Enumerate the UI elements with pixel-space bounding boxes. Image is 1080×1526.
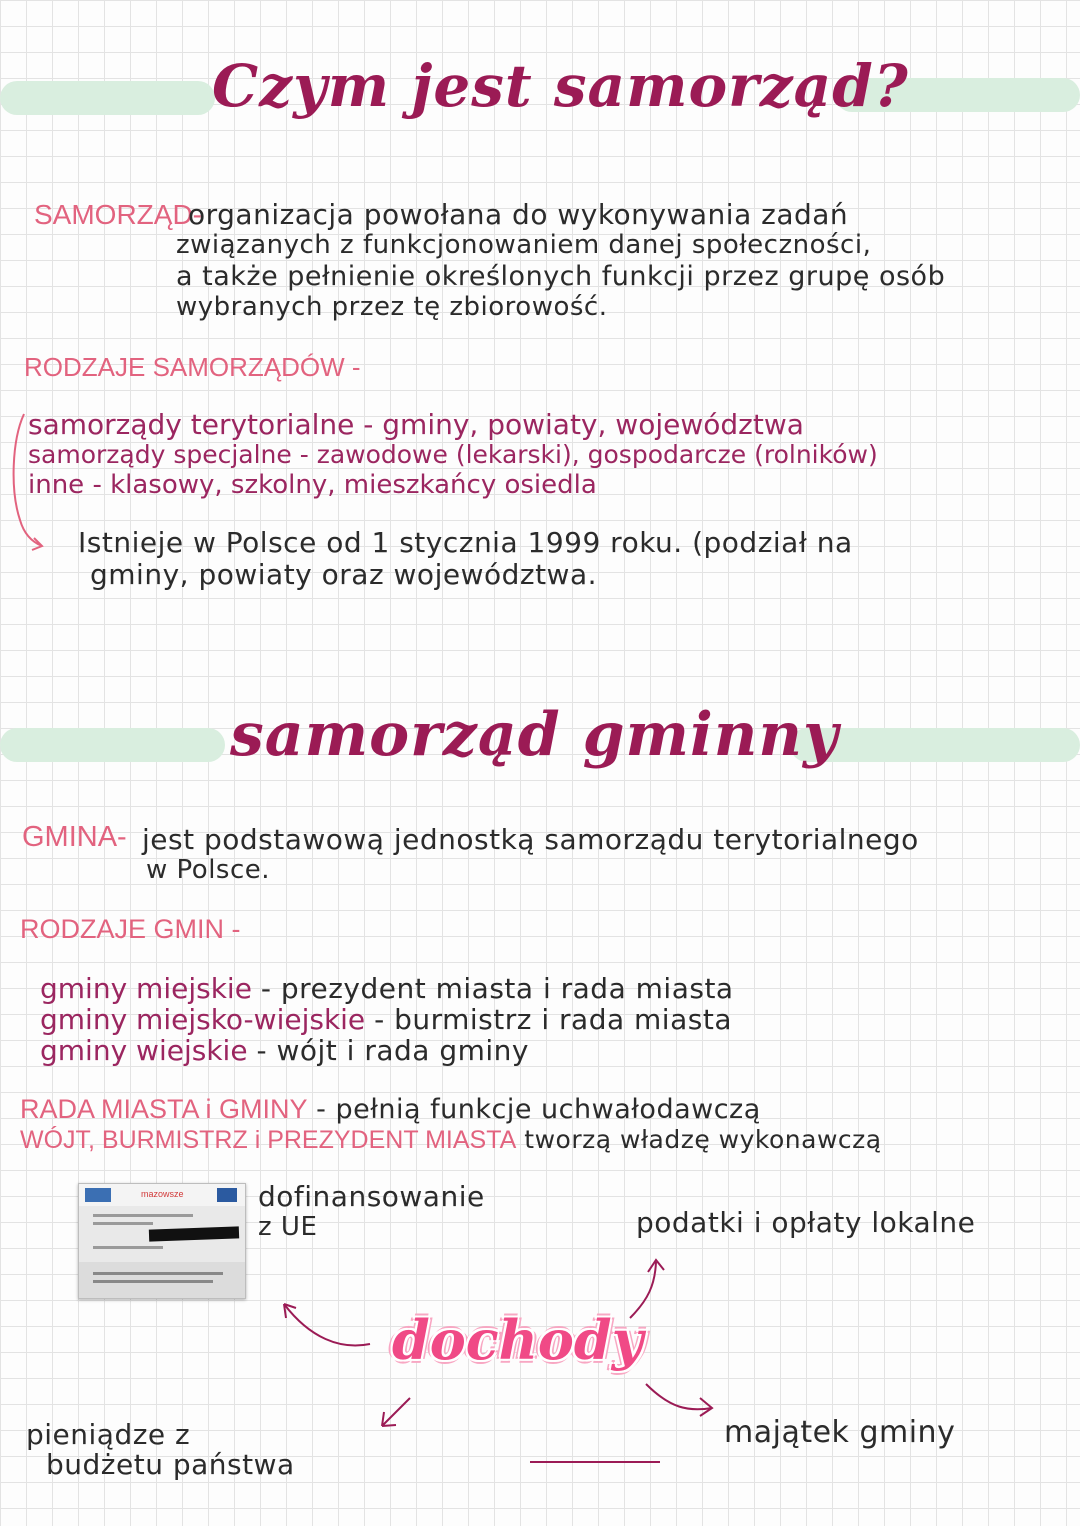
- power-desc: tworzą władzę wykonawczą: [524, 1125, 882, 1154]
- gmina-type-desc: - burmistrz i rada miasta: [374, 1003, 732, 1036]
- history-note-line: Istnieje w Polsce od 1 stycznia 1999 roku. (podział na: [78, 526, 853, 559]
- gmina-term: GMINA-: [22, 821, 127, 853]
- branch-state-line: pieniądze z: [26, 1418, 191, 1451]
- gmina-type: [40, 1005, 732, 1035]
- power-line: [20, 1125, 882, 1155]
- gmina-type-term: gminy miejsko-wiejskie: [40, 1003, 366, 1036]
- history-note-line: gminy, powiaty oraz województwa.: [90, 558, 598, 591]
- title-banner-left: [0, 81, 215, 115]
- branch-taxes: podatki i opłaty lokalne: [636, 1206, 976, 1239]
- gmina-type-term: gminy miejskie: [40, 972, 252, 1005]
- page-title: Czym jest samorząd?: [212, 52, 909, 120]
- mindmap-center: dochody: [392, 1308, 644, 1372]
- arrow-up-left-icon: [284, 1304, 370, 1345]
- section-title: samorząd gminny: [230, 700, 839, 770]
- samorzad-term: SAMORZĄD-: [34, 199, 202, 230]
- title-banner-left: [0, 728, 225, 762]
- gmina-type: [40, 1036, 529, 1066]
- samorzad-type: samorządy specjalne - zawodowe (lekarski), gospodarcze (rolników): [28, 440, 878, 469]
- photo-logo-text: mazowsze: [141, 1189, 184, 1199]
- samorzad-type: inne - klasowy, szkolny, mieszkańcy osiedla: [28, 470, 597, 500]
- samorzad-def-line: organizacja powołana do wykonywania zadań: [188, 198, 849, 231]
- arrow-up-right-icon: [630, 1262, 656, 1318]
- power-line: [20, 1094, 761, 1125]
- gmina-type: [40, 974, 734, 1004]
- arrow-right-icon: [646, 1384, 712, 1409]
- power-term: RADA MIASTA i GMINY: [20, 1094, 308, 1124]
- branch-eu-line: dofinansowanie: [258, 1180, 485, 1213]
- rodzaje-samorzadow-heading: RODZAJE SAMORZĄDÓW -: [24, 352, 361, 382]
- samorzad-def-line: a także pełnienie określonych funkcji przez grupę osób: [176, 261, 946, 292]
- power-term: WÓJT, BURMISTRZ i PREZYDENT MIASTA: [20, 1126, 517, 1154]
- gmina-def-line: jest podstawową jednostką samorządu terytorialnego: [142, 823, 919, 856]
- branch-property: majątek gminy: [724, 1415, 956, 1450]
- samorzad-def-line: wybranych przez tę zbiorowość.: [176, 292, 608, 322]
- gmina-def-line: w Polsce.: [146, 855, 271, 885]
- samorzad-type: samorządy terytorialne - gminy, powiaty, województwa: [28, 408, 804, 441]
- mindmap-arrows: [0, 1240, 1080, 1480]
- gmina-type-desc: - wójt i rada gminy: [256, 1034, 529, 1067]
- power-desc: - pełnią funkcje uchwałodawczą: [316, 1094, 761, 1125]
- arrow-down-left-icon: [382, 1398, 410, 1426]
- gmina-type-term: gminy wiejskie: [40, 1034, 248, 1067]
- samorzad-def-line: związanych z funkcjonowaniem danej społeczności,: [176, 230, 872, 260]
- rodzaje-gmin-heading: RODZAJE GMIN -: [20, 914, 241, 944]
- branch-eu-line: z UE: [258, 1212, 318, 1242]
- curved-arrow-icon: [6, 410, 66, 560]
- branch-state-line: budżetu państwa: [46, 1448, 295, 1481]
- gmina-type-desc: - prezydent miasta i rada miasta: [260, 972, 734, 1005]
